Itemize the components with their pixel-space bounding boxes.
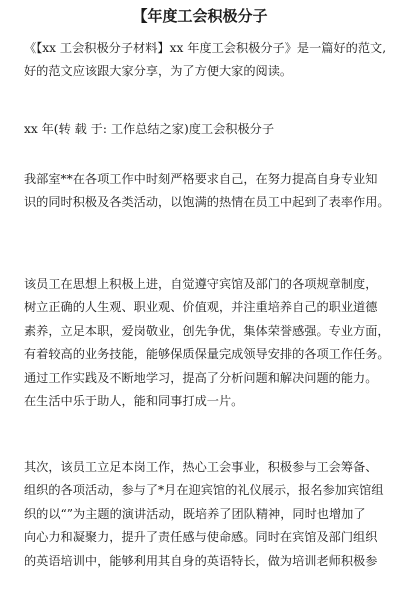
paragraph-line: 其次，该员工立足本岗工作，热心工会事业，积极参与工会筹备、 — [24, 460, 378, 474]
paragraph-line: 我部室**在各项工作中时刻严格要求自己，在努力提高自身专业知 — [24, 172, 378, 186]
body-paragraph — [24, 456, 384, 573]
source-line-text: xx 年(转 载 于: 工作总结之家)度工会积极分子 — [24, 122, 275, 136]
paragraph-line: 有着较高的业务技能，能够保质保量完成领导安排的各项工作任务。 — [24, 347, 390, 362]
paragraph-line: 该员工在思想上积极上进，自觉遵守宾馆及部门的各项规章制度， — [24, 277, 378, 291]
paragraph-line: 向心力和凝聚力，提升了责任感与使命感。同时在宾馆及部门组织 — [24, 530, 378, 545]
paragraph-line: 的英语培训中，能够利用其自身的英语特长，做为培训老师积极参 — [24, 553, 378, 568]
intro-paragraph — [24, 37, 387, 84]
document-title: 【年度工会积极分子 — [132, 7, 268, 25]
paragraph-line: 识的同时积极及各类活动，以饱满的热情在员工中起到了表率作用。 — [24, 195, 390, 210]
source-line — [24, 118, 384, 141]
paragraph-line: 在生活中乐于助人，能和同事打成一片。 — [24, 393, 244, 408]
body-paragraph — [24, 168, 390, 215]
intro-line: 好的范文应该跟大家分享，为了方便大家的阅读。 — [24, 64, 293, 79]
paragraph-line: 织的以“”为主题的演讲活动，既培养了团队精神，同时也增加了 — [24, 506, 366, 521]
intro-line: 《【xx 工会积极分子材料】xx 年度工会积极分子》是一篇好的范文, — [24, 41, 387, 55]
paragraph-line: 组织的各项活动，参与了*月在迎宾馆的礼仪展示，报名参加宾馆组 — [24, 483, 384, 498]
paragraph-line: 素养，立足本职，爱岗敬业，创先争优，集体荣誉感强。专业方面， — [24, 323, 390, 338]
paragraph-line: 树立正确的人生观、职业观、价值观，并注重培养自己的职业道德 — [24, 300, 378, 315]
paragraph-line: 通过工作实践及不断地学习，提高了分析问题和解决问题的能力。 — [24, 370, 378, 385]
body-paragraph — [24, 273, 390, 413]
